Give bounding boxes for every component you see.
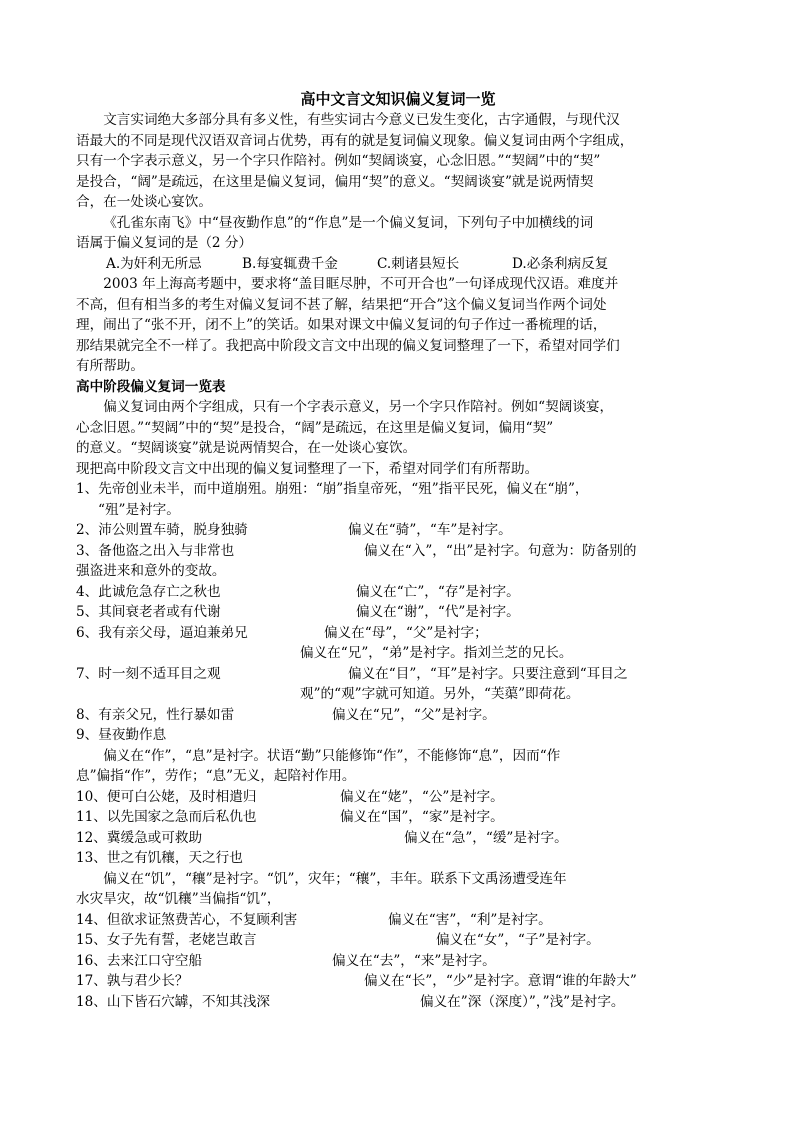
item-explanation: 偏义在“入”，“出”是衬字。句意为：防备别的: [364, 542, 637, 559]
intro-line: 语最大的不同是现代汉语双音词占优势，再有的就是复词偏义现象。偏义复词由两个字组成，: [76, 132, 634, 149]
item-sentence: 17、孰与君少长？: [76, 973, 189, 989]
section-intro-line: 心念旧恩。”“契阔”中的“契”是投合，“阔”是疏远，在这里是偏义复词，偏用“契”: [76, 419, 554, 436]
list-item: [76, 520, 720, 541]
exam-line: 那结果就完全不一样了。我把高中阶段文言文中出现的偏义复词整理了一下，希望对同学们: [76, 337, 620, 354]
list-item-continuation: 强盗进来和意外的变故。: [76, 563, 226, 579]
list-item: [76, 664, 720, 685]
option-b: B.每宴辄费千金: [242, 255, 338, 272]
item-explanation: 偏义在“目”，“耳”是衬字。只要注意到“耳目之: [348, 665, 628, 682]
list-item: [76, 623, 720, 644]
list-item: [76, 787, 720, 808]
list-item: [76, 971, 720, 992]
item-explanation: 偏义在“母”，“父”是衬字；: [324, 624, 488, 641]
item-sentence: 11、以先国家之急而后私仇也: [76, 809, 257, 825]
item-sentence: 8、有亲父兄，性行暴如雷: [76, 706, 235, 723]
item-explanation: 偏义在”深（深度）”，”浅”是衬字。: [420, 993, 625, 1010]
item-explanation: 偏义在“作”，“息”是衬字。状语“勤”只能修饰“作”，不能修饰“息”，因而“作: [103, 747, 561, 764]
item-explanation: 息”偏指“作”，劳作；“息”无义，起陪衬作用。: [76, 768, 356, 784]
item-sentence: 4、此诚危急存亡之秋也: [76, 583, 221, 600]
item-explanation: 偏义在“害”，“利”是衬字。: [388, 911, 552, 928]
list-item: [76, 807, 720, 828]
list-item-continuation: “殂”是衬字。: [98, 501, 180, 518]
list-item: [76, 951, 720, 972]
list-item: [76, 828, 720, 849]
option-c: C.刺诸县短长: [377, 255, 460, 272]
list-item: [76, 992, 720, 1013]
list-item: 1、先帝创业未半，而中道崩殂。崩殂：“崩”指皇帝死，“殂”指平民死，偏义在“崩”，: [76, 481, 589, 497]
list-item: [76, 930, 720, 951]
exam-line: 不高，但有相当多的考生对偏义复词不甚了解，结果把“开合”这个偏义复词当作两个词处: [76, 296, 607, 313]
item-sentence: 18、山下皆石穴罅，不知其浅深: [76, 993, 271, 1010]
item-explanation: 偏义在“国”，“家”是衬字。: [340, 809, 504, 825]
item-explanation: 偏义在“长”，“少”是衬字。意谓“谁的年龄大”: [364, 973, 637, 989]
item-explanation: 偏义在“兄”，“父”是衬字。: [332, 706, 496, 723]
list-item-continuation: [76, 684, 720, 705]
document-page: [76, 88, 720, 1012]
item-explanation: 偏义在“谢”，“代”是衬字。: [356, 604, 520, 620]
page-title: 高中文言文知识偏义复词一览: [300, 90, 496, 108]
item-sentence: 3、备他盗之出入与非常也: [76, 542, 235, 559]
item-explanation: 偏义在“骑”，“车”是衬字。: [348, 522, 512, 538]
item-explanation: 偏义在“亡”，“存”是衬字。: [356, 583, 520, 600]
intro-line: 合，在一处谈心宴饮。: [76, 194, 212, 210]
intro-line: 是投合，“阔”是疏远，在这里是偏义复词，偏用“契”的意义。“契阔谈宴”就是说两情契: [76, 173, 594, 190]
item-explanation: 偏义在“去”，“来”是衬字。: [332, 952, 496, 969]
item-sentence: 5、其间衰老者或有代谢: [76, 604, 221, 620]
item-sentence: 2、沛公则置车骑，脱身独骑: [76, 522, 248, 538]
section-heading: 高中阶段偏义复词一览表: [76, 378, 226, 395]
exam-line: 有所帮助。: [76, 358, 144, 374]
item-explanation: 观”的“观”字就可知道。另外，“芙蕖”即荷花。: [300, 686, 580, 702]
item-explanation: 偏义在“饥”，“穰”是衬字。“饥”，灾年；“穰”，丰年。联系下文禹汤遭受连年: [103, 870, 567, 887]
item-sentence: 6、我有亲父母，逼迫兼弟兄: [76, 624, 248, 641]
intro-line: 文言实词绝大多部分具有多义性，有些实词古今意义已发生变化，古字通假，与现代汉: [103, 112, 620, 128]
item-explanation: 偏义在“兄”，“弟”是衬字。指刘兰芝的兄长。: [300, 645, 573, 661]
item-sentence: 12、冀缓急或可救助: [76, 829, 203, 846]
question-line: 《孔雀东南飞》中“昼夜勤作息”的“作息”是一个偏义复词，下列句子中加横线的词: [103, 214, 594, 231]
item-explanation: 水灾旱灾，故“饥穰”当偏指“饥”，: [76, 891, 281, 907]
item-explanation: 偏义在“女”，“子”是衬字。: [436, 932, 600, 948]
list-item: [76, 541, 720, 562]
section-intro-line: 的意义。“契阔谈宴”就是说两情契合，在一处谈心宴饮。: [76, 440, 417, 456]
item-sentence: 16、去来江口守空船: [76, 952, 203, 969]
exam-line: 2003 年上海高考题中，要求将“盖目眶尽肿，不可开合也”一句译成现代汉语。难度并: [103, 276, 619, 292]
item-sentence: 10、便可白公姥，及时相遣归: [76, 788, 257, 805]
item-sentence: 15、女子先有誓，老姥岂敢言: [76, 932, 257, 948]
item-explanation: 偏义在“急”，“缓”是衬字。: [404, 829, 568, 846]
option-a: A.为奸利无所忌: [106, 255, 202, 272]
list-item: 13、世之有饥穰，天之行也: [76, 850, 243, 866]
option-d: D.必条利病反复: [512, 255, 609, 272]
list-item: [76, 910, 720, 931]
exam-line: 理，闹出了“张不开，闭不上”的笑话。如果对课文中偏义复词的句子作过一番梳理的话，: [76, 317, 607, 333]
item-explanation: 偏义在“姥”，“公”是衬字。: [340, 788, 504, 805]
question-options: [76, 254, 720, 275]
list-item: 9、昼夜勤作息: [76, 727, 167, 743]
list-item: [76, 705, 720, 726]
list-item: [76, 602, 720, 623]
section-intro-line: 偏义复词由两个字组成，只有一个字表示意义，另一个字只作陪衬。例如“契阔谈宴，: [103, 399, 614, 415]
section-intro-line: 现把高中阶段文言文中出现的偏义复词整理了一下，希望对同学们有所帮助。: [76, 460, 539, 477]
item-sentence: 7、时一刻不适耳目之观: [76, 665, 221, 682]
question-line: 语属于偏义复词的是（2 分）: [76, 235, 253, 251]
item-sentence: 14、但欲求证煞费苦心，不复顾利害: [76, 911, 298, 928]
intro-line: 只有一个字表示意义，另一个字只作陪衬。例如“契阔谈宴，心念旧恩。”“契阔”中的“契”: [76, 153, 601, 169]
list-item: [76, 582, 720, 603]
list-item-continuation: [76, 643, 720, 664]
